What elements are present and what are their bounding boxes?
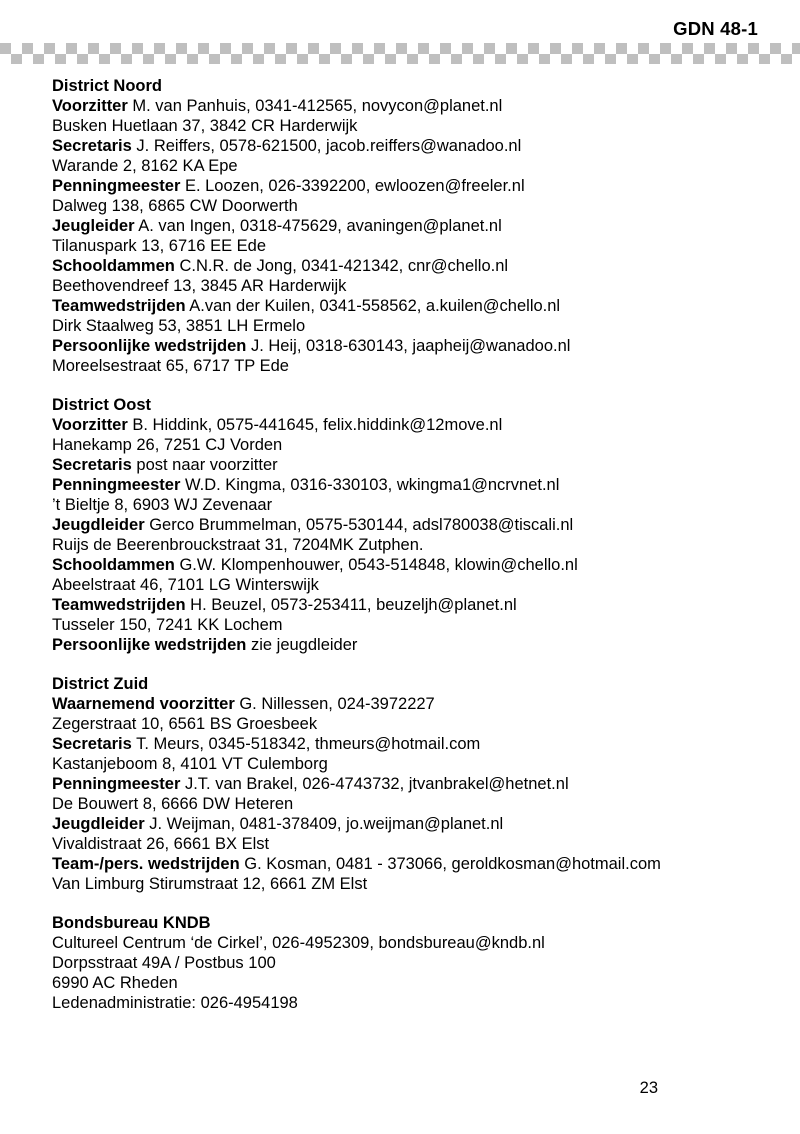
contact-role-label: Persoonlijke wedstrijden — [52, 337, 247, 355]
contact-detail-text: C.N.R. de Jong, 0341-421342, cnr@chello.nl — [174, 257, 509, 275]
contact-role-label: Secretaris — [52, 735, 132, 753]
district-section — [52, 674, 752, 894]
contact-detail-text: Zegerstraat 10, 6561 BS Groesbeek — [52, 715, 318, 733]
contact-line — [52, 535, 752, 555]
contact-detail-text: Cultureel Centrum ‘de Cirkel’, 026-4952309, bondsbureau@kndb.nl — [52, 934, 545, 952]
contact-line — [52, 256, 752, 276]
contact-detail-text: Dalweg 138, 6865 CW Doorwerth — [52, 197, 298, 215]
checkerboard-row-bottom — [0, 54, 800, 65]
contact-line — [52, 415, 752, 435]
contact-line — [52, 814, 752, 834]
contact-detail-text: G. Kosman, 0481 - 373066, geroldkosman@hotmail.com — [239, 855, 661, 873]
contact-detail-text: J. Reiffers, 0578-621500, jacob.reiffers@wanadoo.nl — [131, 137, 522, 155]
contact-detail-text: A. van Ingen, 0318-475629, avaningen@planet.nl — [134, 217, 502, 235]
contact-line — [52, 714, 752, 734]
contact-role-label: Penningmeester — [52, 177, 181, 195]
contact-line — [52, 993, 752, 1013]
contact-detail-text: Dorpsstraat 49A / Postbus 100 — [52, 954, 276, 972]
page-header — [0, 18, 800, 44]
contact-detail-text: J. Weijman, 0481-378409, jo.weijman@planet.nl — [144, 815, 504, 833]
contact-line — [52, 435, 752, 455]
contact-role-label: Secretaris — [52, 137, 132, 155]
contact-detail-text: Abeelstraat 46, 7101 LG Winterswijk — [52, 576, 319, 594]
contact-line — [52, 216, 752, 236]
contact-role-label: Schooldammen — [52, 556, 175, 574]
contact-detail-text: Kastanjeboom 8, 4101 VT Culemborg — [52, 755, 328, 773]
contact-role-label: Penningmeester — [52, 476, 181, 494]
contact-detail-text: Moreelsestraat 65, 6717 TP Ede — [52, 357, 289, 375]
contact-line — [52, 356, 752, 376]
checkerboard-row-top — [0, 43, 800, 54]
contact-detail-text: Busken Huetlaan 37, 3842 CR Harderwijk — [52, 117, 358, 135]
contact-detail-text: G.W. Klompenhouwer, 0543-514848, klowin@chello.nl — [174, 556, 578, 574]
contact-detail-text: 6990 AC Rheden — [52, 974, 178, 992]
contact-detail-text: Gerco Brummelman, 0575-530144, adsl780038@tiscali.nl — [144, 516, 574, 534]
district-section — [52, 913, 752, 1013]
contact-line — [52, 156, 752, 176]
contact-detail-text: G. Nillessen, 024-3972227 — [234, 695, 435, 713]
contact-detail-text: Dirk Staalweg 53, 3851 LH Ermelo — [52, 317, 306, 335]
contact-detail-text: B. Hiddink, 0575-441645, felix.hiddink@12move.nl — [127, 416, 503, 434]
contact-role-label: Jeugdleider — [52, 815, 145, 833]
section-title: Bondsbureau KNDB — [52, 914, 211, 932]
contact-line — [52, 455, 752, 475]
contact-role-label: Jeugleider — [52, 217, 135, 235]
contact-line — [52, 754, 752, 774]
contact-detail-text: A.van der Kuilen, 0341-558562, a.kuilen@chello.nl — [185, 297, 561, 315]
contact-detail-text: Ledenadministratie: 026-4954198 — [52, 994, 298, 1012]
contact-role-label: Secretaris — [52, 456, 132, 474]
contact-line — [52, 136, 752, 156]
contact-detail-text: W.D. Kingma, 0316-330103, wkingma1@ncrvnet.nl — [180, 476, 560, 494]
contact-role-label: Waarnemend voorzitter — [52, 695, 235, 713]
contact-detail-text: Beethovendreef 13, 3845 AR Harderwijk — [52, 277, 347, 295]
contact-detail-text: post naar voorzitter — [131, 456, 278, 474]
contact-line — [52, 834, 752, 854]
contact-detail-text: H. Beuzel, 0573-253411, beuzeljh@planet.nl — [185, 596, 517, 614]
contact-role-label: Jeugdleider — [52, 516, 145, 534]
contact-line — [52, 774, 752, 794]
section-title: District Noord — [52, 77, 163, 95]
contact-detail-text: Tusseler 150, 7241 KK Lochem — [52, 616, 283, 634]
contact-line — [52, 635, 752, 655]
contact-detail-text: De Bouwert 8, 6666 DW Heteren — [52, 795, 294, 813]
contact-line — [52, 296, 752, 316]
contact-role-label: Team-/pers. wedstrijden — [52, 855, 240, 873]
document-body — [52, 76, 752, 1013]
contact-line — [52, 196, 752, 216]
contact-line — [52, 595, 752, 615]
contact-line — [52, 874, 752, 894]
contact-line — [52, 176, 752, 196]
contact-detail-text: Vivaldistraat 26, 6661 BX Elst — [52, 835, 270, 853]
contact-line — [52, 116, 752, 136]
contact-line — [52, 694, 752, 714]
contact-line — [52, 734, 752, 754]
contact-detail-text: ’t Bieltje 8, 6903 WJ Zevenaar — [52, 496, 273, 514]
contact-detail-text: E. Loozen, 026-3392200, ewloozen@freeler.nl — [180, 177, 525, 195]
section-title: District Oost — [52, 396, 152, 414]
contact-role-label: Teamwedstrijden — [52, 596, 186, 614]
checkerboard-divider — [0, 43, 800, 64]
contact-role-label: Voorzitter — [52, 97, 128, 115]
contact-detail-text: J. Heij, 0318-630143, jaapheij@wanadoo.nl — [246, 337, 571, 355]
contact-line — [52, 973, 752, 993]
contact-line — [52, 96, 752, 116]
contact-detail-text: zie jeugdleider — [246, 636, 358, 654]
contact-line — [52, 615, 752, 635]
contact-role-label: Penningmeester — [52, 775, 181, 793]
contact-line — [52, 575, 752, 595]
contact-line — [52, 933, 752, 953]
contact-detail-text: T. Meurs, 0345-518342, thmeurs@hotmail.com — [131, 735, 481, 753]
district-section — [52, 395, 752, 655]
contact-detail-text: Ruijs de Beerenbrouckstraat 31, 7204MK Zutphen. — [52, 536, 424, 554]
contact-line — [52, 495, 752, 515]
contact-line — [52, 276, 752, 296]
contact-line — [52, 555, 752, 575]
contact-detail-text: Tilanuspark 13, 6716 EE Ede — [52, 237, 267, 255]
contact-detail-text: J.T. van Brakel, 026-4743732, jtvanbrakel@hetnet.nl — [180, 775, 569, 793]
section-title: District Zuid — [52, 675, 149, 693]
contact-detail-text: Van Limburg Stirumstraat 12, 6661 ZM Elst — [52, 875, 368, 893]
page-number: 23 — [639, 1079, 658, 1097]
contact-line — [52, 515, 752, 535]
contact-detail-text: Hanekamp 26, 7251 CJ Vorden — [52, 436, 283, 454]
contact-line — [52, 854, 752, 874]
contact-line — [52, 794, 752, 814]
contact-line — [52, 236, 752, 256]
contact-role-label: Teamwedstrijden — [52, 297, 186, 315]
contact-detail-text: M. van Panhuis, 0341-412565, novycon@planet.nl — [127, 97, 503, 115]
contact-line — [52, 475, 752, 495]
contact-detail-text: Warande 2, 8162 KA Epe — [52, 157, 238, 175]
page-footer — [0, 1078, 800, 1098]
district-section — [52, 76, 752, 376]
contact-role-label: Persoonlijke wedstrijden — [52, 636, 247, 654]
contact-line — [52, 316, 752, 336]
contact-line — [52, 336, 752, 356]
contact-line — [52, 953, 752, 973]
contact-role-label: Voorzitter — [52, 416, 128, 434]
header-title: GDN 48-1 — [673, 18, 758, 39]
contact-role-label: Schooldammen — [52, 257, 175, 275]
